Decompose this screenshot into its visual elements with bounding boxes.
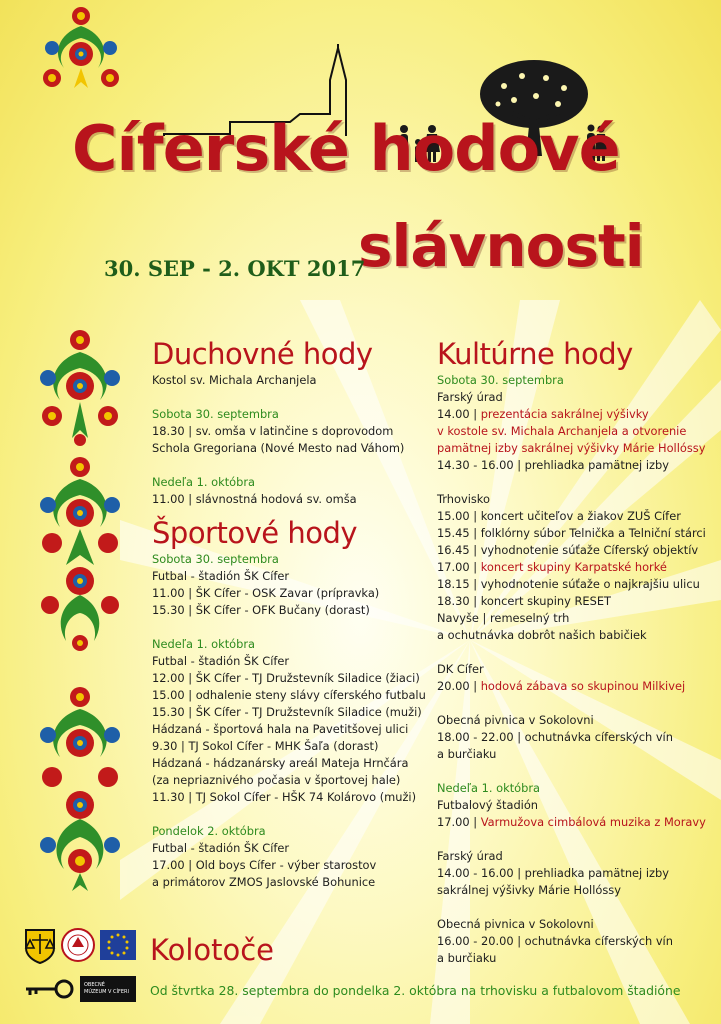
kulturne-line: Navyše | remeselný trh [437,611,570,625]
section-heading-kulturne: Kultúrne hody [437,337,633,371]
kulturne-line: 16.45 | vyhodnotenie súťaže Cíferský objektív [437,543,699,557]
sportove-sat-label: Sobota 30. septembra [152,552,279,566]
sportove-line: 17.00 | Old boys Cífer - výber starostov [152,858,377,872]
left-column [152,336,442,891]
duchovne-place: Kostol sv. Michala Archanjela [152,373,317,387]
venue-trhovisko: Trhovisko [437,492,490,506]
sportove-line: Hádzaná - športová hala na Pavetitšovej ulici [152,722,409,736]
kulturne-line: a burčiaku [437,951,497,965]
kulturne-sat-label: Sobota 30. septembra [437,373,564,387]
sportove-line: Futbal - štadión ŠK Cífer [152,841,290,855]
sportove-line: (za nepriaznivého počasia v športovej hale) [152,773,401,787]
municipal-coat-of-arms-icon [24,928,56,964]
folk-ornament-left-2 [36,455,124,655]
venue-pivnica: Obecná pivnica v Sokolovni [437,917,594,931]
duchovne-sun-line: 11.00 | slávnostná hodová sv. omša [152,492,357,506]
sportove-line: Futbal - štadión ŠK Cífer [152,654,290,668]
kulturne-line: 17.00 | Varmužova cimbálová muzika z Moravy [437,815,706,829]
sportove-line: a primátorov ZMOS Jaslovské Bohunice [152,875,376,889]
kulturne-line: 15.45 | folklórny súbor Telnička a Telniční stárci [437,526,706,540]
sportove-line: 15.30 | ŠK Cífer - OFK Bučany (dorast) [152,603,370,617]
seal-logo-icon [60,927,96,963]
section-heading-duchovne: Duchovné hody [152,337,373,371]
sportove-line: Hádzaná - hádzanársky areál Mateja Hrnčára [152,756,409,770]
kulturne-line: 18.15 | vyhodnotenie súťaže o najkrajšiu ulicu [437,577,700,591]
kulturne-sun-label: Nedeľa 1. októbra [437,781,541,795]
sportove-line: 11.30 | TJ Sokol Cífer - HŠK 74 Kolárovo (muži) [152,790,417,804]
folk-ornament-top [38,4,124,94]
sportove-sun-label: Nedeľa 1. októbra [152,637,256,651]
folk-ornament-left-1 [36,328,124,448]
kulturne-line: 20.00 | hodová zábava so skupinou Milkivej [437,679,686,693]
event-date: 30. SEP - 2. OKT 2017 [104,256,366,281]
highlight-text: v kostole sv. Michala Archanjela a otvorenie [437,424,687,438]
section-heading-sportove: Športové hody [152,516,358,550]
highlight-text: hodová zábava so skupinou Milkivej [480,679,686,693]
page-title-line-1: Cíferské hodové [72,112,620,185]
museum-logo: OBECNÉ MÚZEUM V CÍFERI [80,976,136,1002]
kulturne-line: 14.30 - 16.00 | prehliadka pamätnej izby [437,458,669,472]
kulturne-line: 16.00 - 20.00 | ochutnávka cíferských vín [437,934,673,948]
kulturne-line: 14.00 | prezentácia sakrálnej výšivky [437,407,649,421]
eu-flag-icon [100,930,136,960]
sportove-line: 11.00 | ŠK Cífer - OSK Zavar (prípravka) [152,586,380,600]
sportove-line: 12.00 | ŠK Cífer - TJ Družstevník Siladice (žiaci) [152,671,420,685]
kulturne-line: a burčiaku [437,747,497,761]
venue-farsky: Farský úrad [437,849,503,863]
sportove-line: 15.00 | odhalenie steny slávy cíferského futbalu [152,688,426,702]
kulturne-line: a ochutnávka dobrôt našich babičiek [437,628,647,642]
duchovne-sat-line: 18.30 | sv. omša v latinčine s doprovodom [152,424,394,438]
venue-farsky: Farský úrad [437,390,503,404]
kulturne-line: 17.00 | koncert skupiny Karpatské horké [437,560,667,574]
right-column [437,336,721,967]
sportove-line: 9.30 | TJ Sokol Cífer - MHK Šaľa (dorast) [152,739,379,753]
footer-note: Od štvrtka 28. septembra do pondelka 2. októbra na trhovisku a futbalovom štadióne [150,983,681,998]
key-logo-icon [24,978,76,1000]
sportove-line: Futbal - štadión ŠK Cífer [152,569,290,583]
duchovne-sun-label: Nedeľa 1. októbra [152,475,256,489]
kulturne-line: 18.00 - 22.00 | ochutnávka cíferských vín [437,730,673,744]
highlight-text: prezentácia sakrálnej výšivky [480,407,649,421]
page-title-line-2: slávnosti [358,212,644,280]
venue-pivnica: Obecná pivnica v Sokolovni [437,713,594,727]
sportove-mon-label: Pondelok 2. októbra [152,824,266,838]
highlight-text: koncert skupiny Karpatské horké [480,560,667,574]
kulturne-line: sakrálnej výšivky Márie Hollóssy [437,883,621,897]
venue-dk: DK Cífer [437,662,484,676]
duchovne-sat-line: Schola Gregoriana (Nové Mesto nad Váhom) [152,441,405,455]
highlight-text: Varmužova cimbálová muzika z Moravy [480,815,706,829]
kulturne-line: 15.00 | koncert učiteľov a žiakov ZUŠ Cífer [437,509,681,523]
sportove-line: 15.30 | ŠK Cífer - TJ Družstevník Siladice (muži) [152,705,422,719]
kulturne-line: 14.00 - 16.00 | prehliadka pamätnej izby [437,866,669,880]
highlight-text: pamätnej izby sakrálnej výšivky Márie Hollóssy [437,441,706,455]
folk-ornament-left-3 [36,685,124,895]
duchovne-sat-label: Sobota 30. septembra [152,407,279,421]
venue-futbalovy: Futbalový štadión [437,798,539,812]
kulturne-line: 18.30 | koncert skupiny RESET [437,594,611,608]
kolotoce-heading: Kolotoče [150,933,275,967]
